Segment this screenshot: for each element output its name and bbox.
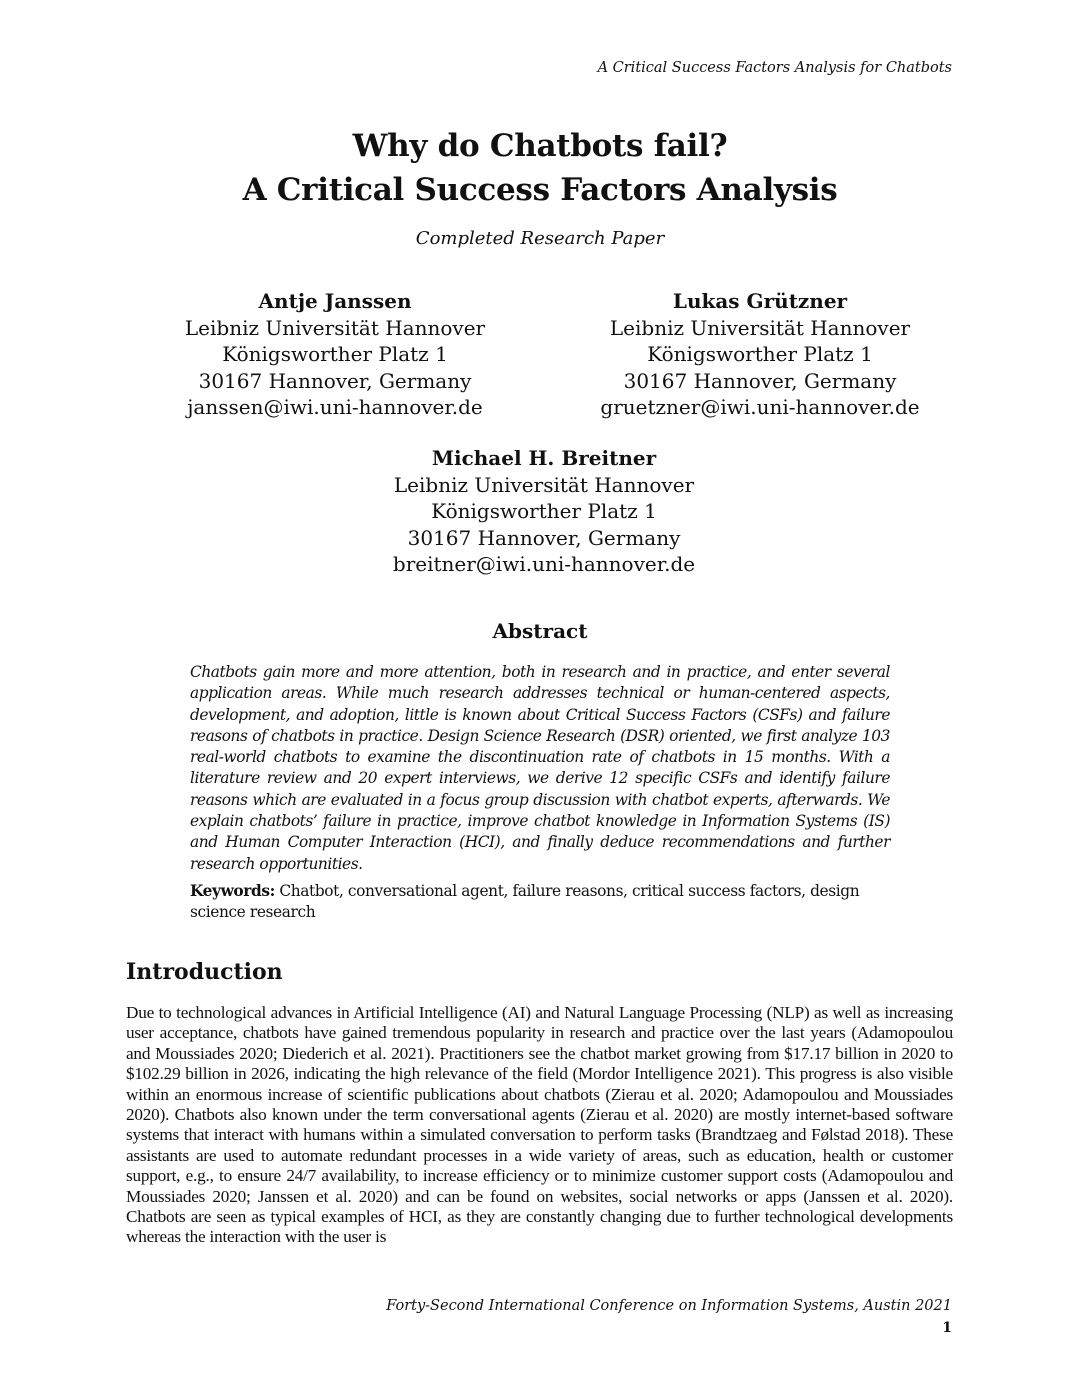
author-name: Antje Janssen xyxy=(258,289,412,313)
keywords-label: Keywords: xyxy=(190,882,275,900)
author-street: Königsworther Platz 1 xyxy=(647,342,873,366)
author-name: Michael H. Breitner xyxy=(431,446,657,470)
paper-type: Completed Research Paper xyxy=(415,228,665,249)
author-city: 30167 Hannover, Germany xyxy=(623,368,897,393)
author-city: 30167 Hannover, Germany xyxy=(198,368,472,393)
author-email: gruetzner@iwi.uni-hannover.de xyxy=(600,395,920,419)
keywords xyxy=(190,881,890,923)
abstract-heading: Abstract xyxy=(492,619,588,643)
page-number: 1 xyxy=(942,1320,952,1336)
author-email: breitner@iwi.uni-hannover.de xyxy=(392,552,696,576)
author-affiliation: Leibniz Universität Hannover xyxy=(393,472,695,497)
section-heading-introduction: Introduction xyxy=(126,959,283,985)
author-city: 30167 Hannover, Germany xyxy=(407,525,681,550)
title-line-2: A Critical Success Factors Analysis xyxy=(242,172,838,208)
running-header: A Critical Success Factors Analysis for Chatbots xyxy=(597,60,952,76)
author-name: Lukas Grützner xyxy=(672,289,848,313)
footer-conference: Forty-Second International Conference on Information Systems, Austin 2021 xyxy=(386,1298,952,1314)
author-email: janssen@iwi.uni-hannover.de xyxy=(187,395,483,419)
author-affiliation: Leibniz Universität Hannover xyxy=(184,315,486,340)
author-street: Königsworther Platz 1 xyxy=(431,499,657,523)
author-block-3 xyxy=(340,445,748,578)
abstract-text: Chatbots gain more and more attention, both in research and in practice, and enter several application areas. While much research addresses technical or human-centered aspects, development, and adoption, little is known about Critical Success Factors (CSFs) and failure reasons of chatbots in practice. Design Science Research (DSR) oriented, we first analyze 103 real-world chatbots to examine the discontinuation rate of chatbots in 15 months. With a literature review and 20 expert interviews, we derive 12 specific CSFs and identify failure reasons which are evaluated in a focus group discussion with chatbot experts, afterwards. We explain chatbots’ failure in practice, improve chatbot knowledge in Information Systems (IS) and Human Computer Interaction (HCI), and finally deduce recommendations and further research opportunities. xyxy=(190,663,890,873)
keywords-text: Chatbot, conversational agent, failure reasons, critical success factors, design science research xyxy=(190,882,860,921)
paper-title xyxy=(0,124,1080,212)
introduction-text: Due to technological advances in Artificial Intelligence (AI) and Natural Language Processing (NLP) as well as increasing user acceptance, chatbots have gained tremendous popularity in research and practice over the last years (Adamopoulou and Moussiades 2020; Diederich et al. 2021). Practitioners see the chatbot market growing from $17.17 billion in 2020 to $102.29 billion in 2026, indicating the high relevance of the field (Mordor Intelligence 2021). This progress is also visible within an enormous increase of scientific publications about chatbots (Zierau et al. 2020; Adamopoulou and Moussiades 2020). Chatbots also known under the term conversational agents (Zierau et al. 2020) are mostly internet-based software systems that interact with humans within a simulated conversation to perform tasks (Brandtzaeg and Følstad 2018). These assistants are used to automate redundant processes in a wide variety of areas, such as education, health or customer support, e.g., to ensure 24/7 availability, to increase efficiency or to minimize customer support costs (Adamopoulou and Moussiades 2020; Janssen et al. 2020) and can be found on websites, social networks or apps (Janssen et al. 2020). Chatbots are seen as typical examples of HCI, as they are constantly changing due to further technological developments whereas the interaction with the user is xyxy=(126,1003,953,1247)
author-street: Königsworther Platz 1 xyxy=(222,342,448,366)
author-block-2 xyxy=(565,288,955,421)
author-block-1 xyxy=(150,288,520,421)
title-line-1: Why do Chatbots fail? xyxy=(352,128,728,164)
author-affiliation: Leibniz Universität Hannover xyxy=(609,315,911,340)
